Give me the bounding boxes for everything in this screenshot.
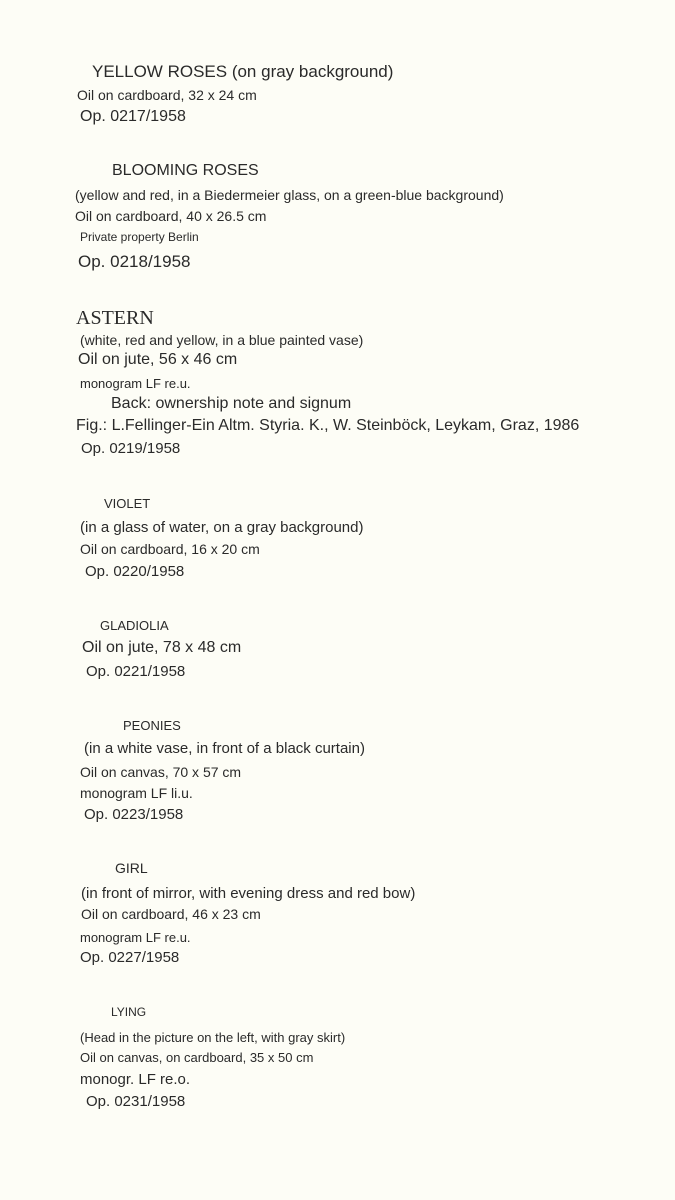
entry-detail: Oil on jute, 78 x 48 cm bbox=[82, 639, 242, 656]
opus-number: Op. 0223/1958 bbox=[84, 806, 184, 823]
entry-detail: (Head in the picture on the left, with gray skirt) bbox=[80, 1030, 346, 1045]
entry-detail: Oil on cardboard, 32 x 24 cm bbox=[77, 87, 257, 103]
entry-detail: Oil on cardboard, 16 x 20 cm bbox=[80, 541, 260, 557]
entry-detail: Oil on cardboard, 46 x 23 cm bbox=[81, 906, 261, 922]
entry-detail: (in a white vase, in front of a black curtain) bbox=[84, 740, 365, 757]
entry-detail: monogram LF li.u. bbox=[80, 785, 193, 801]
entry-title: GIRL bbox=[115, 860, 148, 876]
entry-detail: Fig.: L.Fellinger-Ein Altm. Styria. K., W. Steinböck, Leykam, Graz, 1986 bbox=[76, 417, 580, 434]
entry-detail: Oil on cardboard, 40 x 26.5 cm bbox=[75, 208, 267, 224]
opus-number: Op. 0219/1958 bbox=[81, 440, 181, 457]
entry-title: BLOOMING ROSES bbox=[112, 162, 259, 179]
entry-title: PEONIES bbox=[123, 718, 181, 733]
entry-title: VIOLET bbox=[104, 496, 151, 511]
entry-detail: (in front of mirror, with evening dress and red bow) bbox=[81, 885, 416, 902]
entry-detail: Private property Berlin bbox=[80, 230, 199, 244]
entry-detail: (white, red and yellow, in a blue painted vase) bbox=[80, 332, 364, 348]
entry-detail: (in a glass of water, on a gray background) bbox=[80, 519, 364, 536]
entry-detail: monogr. LF re.o. bbox=[80, 1071, 191, 1088]
opus-number: Op. 0220/1958 bbox=[85, 563, 185, 580]
entry-detail: monogram LF re.u. bbox=[80, 930, 191, 945]
opus-number: Op. 0217/1958 bbox=[80, 108, 186, 125]
entry-title: LYING bbox=[111, 1005, 147, 1019]
entry-detail: Back: ownership note and signum bbox=[111, 395, 352, 412]
entry-title: GLADIOLIA bbox=[100, 618, 169, 633]
opus-number: Op. 0231/1958 bbox=[86, 1093, 186, 1110]
entry-detail: monogram LF re.u. bbox=[80, 376, 191, 391]
entry-detail: Oil on jute, 56 x 46 cm bbox=[78, 351, 238, 368]
entry-title: ASTERN bbox=[76, 307, 154, 329]
entry-detail: Oil on canvas, 70 x 57 cm bbox=[80, 764, 242, 780]
opus-number: Op. 0218/1958 bbox=[78, 252, 191, 271]
entry-detail: Oil on canvas, on cardboard, 35 x 50 cm bbox=[80, 1050, 314, 1065]
entry-detail: (yellow and red, in a Biedermeier glass, on a green-blue background) bbox=[75, 187, 504, 203]
opus-number: Op. 0227/1958 bbox=[80, 949, 180, 966]
opus-number: Op. 0221/1958 bbox=[86, 663, 186, 680]
entry-title: YELLOW ROSES (on gray background) bbox=[92, 62, 394, 81]
